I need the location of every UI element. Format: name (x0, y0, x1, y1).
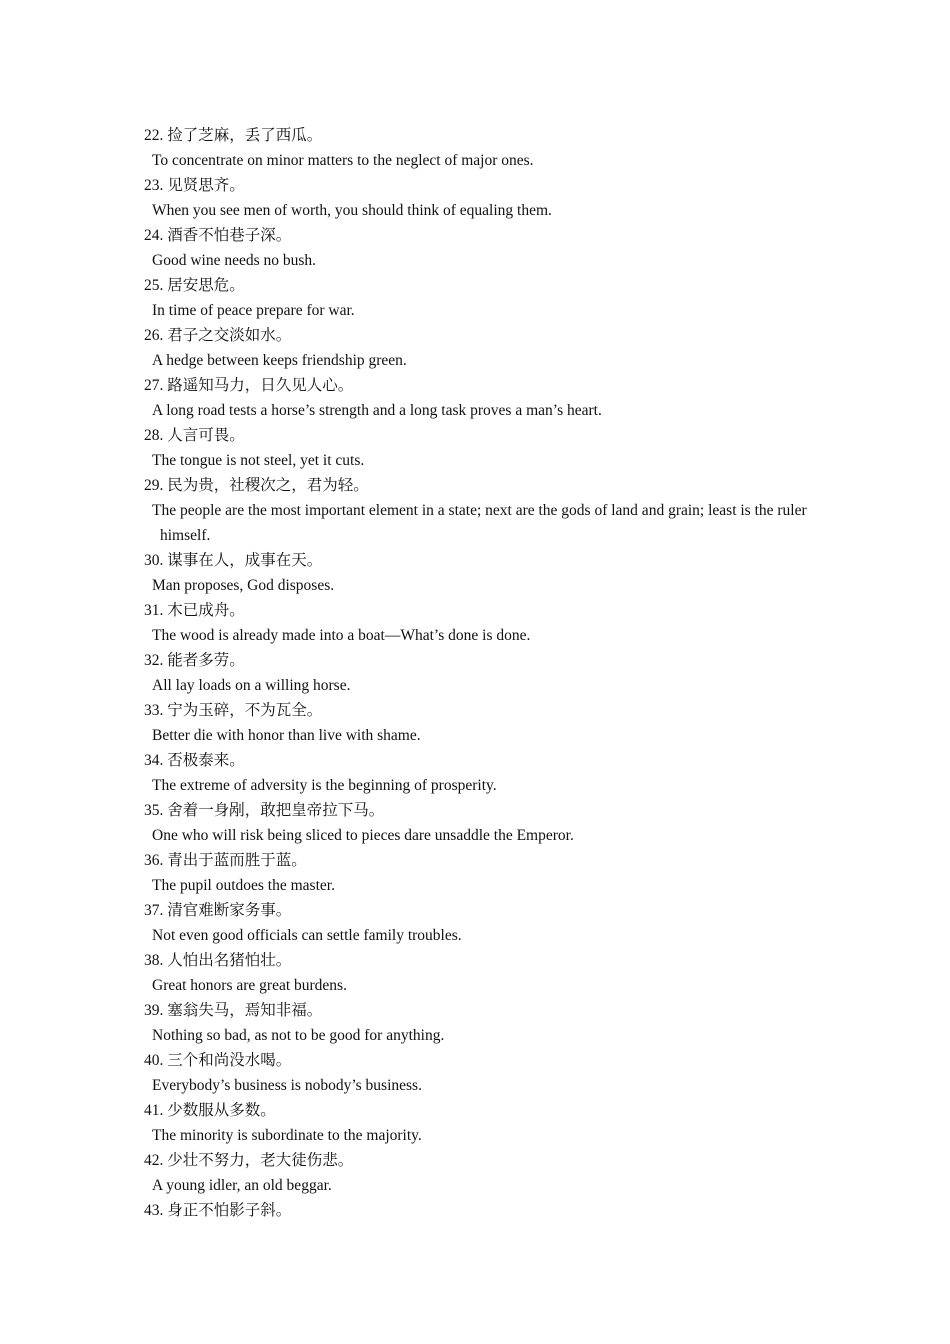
proverb-english: Better die with honor than live with shame. (152, 727, 421, 744)
proverb-english: To concentrate on minor matters to the neglect of major ones. (152, 152, 534, 169)
chinese-text: 能者多劳。 (167, 652, 245, 669)
item-number: 42. (144, 1152, 164, 1169)
proverb-chinese (144, 648, 824, 673)
proverb-english: A long road tests a horse’s strength and a long task proves a man’s heart. (152, 402, 602, 419)
proverb-chinese (144, 223, 824, 248)
item-number: 43. (144, 1202, 164, 1219)
chinese-text: 居安思危。 (167, 277, 245, 294)
proverb-chinese (144, 698, 824, 723)
list-item (144, 548, 824, 598)
chinese-text: 舍着一身剐，敢把皇帝拉下马。 (167, 802, 385, 819)
list-item (144, 948, 824, 998)
proverb-chinese (144, 323, 824, 348)
chinese-text: 木已成舟。 (167, 602, 245, 619)
chinese-text: 捡了芝麻，丢了西瓜。 (167, 127, 323, 144)
item-number: 32. (144, 652, 164, 669)
proverb-chinese (144, 1198, 824, 1223)
proverb-list (144, 123, 824, 1223)
proverb-chinese (144, 898, 824, 923)
proverb-chinese (144, 798, 824, 823)
proverb-english: Not even good officials can settle family troubles. (152, 927, 462, 944)
proverb-english: In time of peace prepare for war. (152, 302, 355, 319)
list-item (144, 1098, 824, 1148)
proverb-english: Nothing so bad, as not to be good for anything. (152, 1027, 445, 1044)
item-number: 33. (144, 702, 164, 719)
chinese-text: 清官难断家务事。 (167, 902, 292, 919)
chinese-text: 路遥知马力，日久见人心。 (167, 377, 354, 394)
list-item (144, 748, 824, 798)
list-item (144, 173, 824, 223)
item-number: 31. (144, 602, 164, 619)
proverb-chinese (144, 473, 824, 498)
chinese-text: 少数服从多数。 (167, 1102, 276, 1119)
item-number: 40. (144, 1052, 164, 1069)
proverb-chinese (144, 1048, 824, 1073)
item-number: 38. (144, 952, 164, 969)
chinese-text: 人言可畏。 (167, 427, 245, 444)
item-number: 25. (144, 277, 164, 294)
chinese-text: 否极泰来。 (167, 752, 245, 769)
list-item (144, 223, 824, 273)
list-item (144, 423, 824, 473)
item-number: 36. (144, 852, 164, 869)
list-item (144, 798, 824, 848)
proverb-english: The people are the most important element in a state; next are the gods of land and grain; least is the ruler himself. (152, 502, 807, 544)
list-item (144, 848, 824, 898)
chinese-text: 民为贵，社稷次之，君为轻。 (167, 477, 369, 494)
item-number: 29. (144, 477, 164, 494)
proverb-english: A young idler, an old beggar. (152, 1177, 332, 1194)
proverb-english: The extreme of adversity is the beginning of prosperity. (152, 777, 497, 794)
proverb-chinese (144, 748, 824, 773)
chinese-text: 宁为玉碎，不为瓦全。 (167, 702, 323, 719)
proverb-chinese (144, 123, 824, 148)
item-number: 35. (144, 802, 164, 819)
item-number: 30. (144, 552, 164, 569)
proverb-chinese (144, 998, 824, 1023)
proverb-english: Everybody’s business is nobody’s business. (152, 1077, 422, 1094)
proverb-chinese (144, 423, 824, 448)
list-item (144, 648, 824, 698)
chinese-text: 身正不怕影子斜。 (167, 1202, 292, 1219)
item-number: 34. (144, 752, 164, 769)
chinese-text: 人怕出名猪怕壮。 (167, 952, 292, 969)
chinese-text: 谋事在人，成事在天。 (167, 552, 323, 569)
chinese-text: 青出于蓝而胜于蓝。 (167, 852, 307, 869)
list-item (144, 473, 824, 548)
list-item (144, 123, 824, 173)
list-item (144, 1148, 824, 1198)
list-item (144, 898, 824, 948)
item-number: 23. (144, 177, 164, 194)
list-item (144, 1048, 824, 1098)
item-number: 26. (144, 327, 164, 344)
list-item (144, 1198, 824, 1223)
proverb-english: A hedge between keeps friendship green. (152, 352, 407, 369)
proverb-english: Man proposes, God disposes. (152, 577, 335, 594)
item-number: 37. (144, 902, 164, 919)
proverb-english: The pupil outdoes the master. (152, 877, 335, 894)
chinese-text: 见贤思齐。 (167, 177, 245, 194)
proverb-chinese (144, 273, 824, 298)
chinese-text: 君子之交淡如水。 (167, 327, 292, 344)
item-number: 28. (144, 427, 164, 444)
proverb-chinese (144, 373, 824, 398)
proverb-chinese (144, 948, 824, 973)
proverb-chinese (144, 1098, 824, 1123)
list-item (144, 598, 824, 648)
proverb-english: The wood is already made into a boat—What’s done is done. (152, 627, 531, 644)
proverb-chinese (144, 598, 824, 623)
chinese-text: 塞翁失马，焉知非福。 (167, 1002, 323, 1019)
list-item (144, 323, 824, 373)
proverb-english: The minority is subordinate to the majority. (152, 1127, 422, 1144)
proverb-english: The tongue is not steel, yet it cuts. (152, 452, 365, 469)
proverb-english: One who will risk being sliced to pieces dare unsaddle the Emperor. (152, 827, 574, 844)
proverb-chinese (144, 548, 824, 573)
chinese-text: 少壮不努力，老大徒伤悲。 (167, 1152, 354, 1169)
proverb-english: When you see men of worth, you should think of equaling them. (152, 202, 552, 219)
proverb-english: Great honors are great burdens. (152, 977, 347, 994)
item-number: 41. (144, 1102, 164, 1119)
item-number: 22. (144, 127, 164, 144)
proverb-english: Good wine needs no bush. (152, 252, 317, 269)
list-item (144, 273, 824, 323)
item-number: 27. (144, 377, 164, 394)
proverb-english: All lay loads on a willing horse. (152, 677, 351, 694)
item-number: 39. (144, 1002, 164, 1019)
chinese-text: 酒香不怕巷子深。 (167, 227, 292, 244)
proverb-chinese (144, 1148, 824, 1173)
list-item (144, 998, 824, 1048)
item-number: 24. (144, 227, 164, 244)
list-item (144, 698, 824, 748)
list-item (144, 373, 824, 423)
chinese-text: 三个和尚没水喝。 (167, 1052, 292, 1069)
proverb-chinese (144, 173, 824, 198)
proverb-chinese (144, 848, 824, 873)
